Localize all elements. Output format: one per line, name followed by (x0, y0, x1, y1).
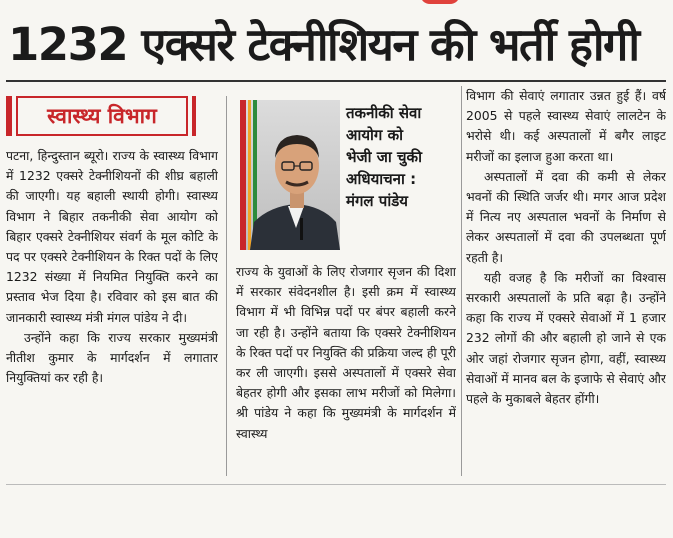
page-corner-mark (420, 0, 460, 4)
caption-line: मंगल पांडेय (346, 192, 408, 210)
headline: 1232 एक्सरे टेक्नीशियन की भर्ती होगी (8, 18, 639, 71)
column-3-paragraph-1: विभाग की सेवाएं लगातार उन्नत हुई हैं। वर्ष 2005 से पहले स्वास्थ्य सेवाएं लालटेन के भरोसे थी। कई अस्पतालों में बगैर लाइट मरीजों का इलाज हुआ करता था। (466, 88, 666, 164)
portrait-icon (240, 100, 340, 250)
column-1-paragraph-1: पटना, हिन्दुस्तान ब्यूरो। राज्य के स्वास्थ्य विभाग में 1232 एक्सरे टेक्नीशियनों की शीघ्र बहाली की जाएगी। यह बहाली स्थायी होगी। स्वास्थ्य विभाग ने बिहार तकनीकी सेवा आयोग को बिहार एक्सरे टेक्नीशियर संवर्ग के मूल कोटि के पद पर एक्सरे टेक्नीशियन के रिक्त पदों के लिए 1232 संख्या में नियमित नियुक्ति करने का प्रस्ताव भेज दिया है। रविवार को इस बात की जानकारी स्वास्थ्य मंत्री मंगल पांडेय ने दी। (6, 148, 218, 325)
column-3-paragraph-3: यही वजह है कि मरीजों का विश्वास सरकारी अस्पतालों के प्रति बढ़ा है। उन्होंने कहा कि राज्य में एक्सरे सेवाओं में 1 हजार 232 लोगों की और बहाली हो जाने से एक ओर जहां रोजगार सृजन होगा, वहीं, स्वास्थ्य सेवाओं में मानव बल के इजाफे से सेवाएं और पहले के मुकाबले बेहतर होंगी। (466, 269, 666, 407)
column-1-paragraph-2: उन्होंने कहा कि राज्य सरकार मुख्यमंत्री नीतीश कुमार के मार्गदर्शन में लगातार नियुक्तियां कर रही है। (6, 329, 218, 386)
column-2-paragraph-1: राज्य के युवाओं के लिए रोजगार सृजन की दिशा में सरकार संवेदनशील है। इसी क्रम में स्वास्थ्य विभाग में भी विभिन्न पदों पर बंपर बहाली करने जा रही है। उन्होंने बताया कि एक्सरे टेक्नीशियन के रिक्त पदों पर नियुक्ति की प्रक्रिया जल्द ही पूरी कर ली जाएगी। इससे अस्पतालों में एक्सरे सेवा बेहतर होगी और इसका लाभ मरीजों को मिलेगा। श्री पांडेय ने कहा कि मुख्यमंत्री के मार्गदर्शन में स्वास्थ्य (236, 264, 456, 441)
tag-accent-bar (6, 96, 12, 136)
caption-line: आयोग को (346, 126, 403, 144)
section-tag-label: स्वास्थ्य विभाग (47, 104, 157, 128)
photo-caption (346, 102, 458, 252)
bottom-rule (6, 484, 666, 485)
headline-rule (6, 80, 666, 82)
article-column-2 (236, 262, 456, 476)
column-divider-1 (226, 96, 227, 476)
tag-box (16, 96, 188, 136)
tag-accent-bar-right (192, 96, 196, 136)
section-tag (6, 95, 196, 137)
column-3-paragraph-2: अस्पतालों में दवा की कमी से लेकर भवनों की स्थिति जर्जर थी। मगर आज प्रदेश में नित्य नए अस्पताल भवनों के निर्माण से लेकर अस्पतालों में दवा की उपलब्धता पूर्ण रहती है। (466, 168, 666, 265)
article-column-3 (466, 86, 666, 476)
caption-line: अधियाचना : (346, 170, 417, 188)
caption-line: भेजी जा चुकी (346, 148, 422, 166)
minister-photo (240, 100, 340, 250)
column-divider-2 (461, 86, 462, 476)
article-column-1 (6, 146, 218, 476)
caption-line: तकनीकी सेवा (346, 104, 422, 122)
